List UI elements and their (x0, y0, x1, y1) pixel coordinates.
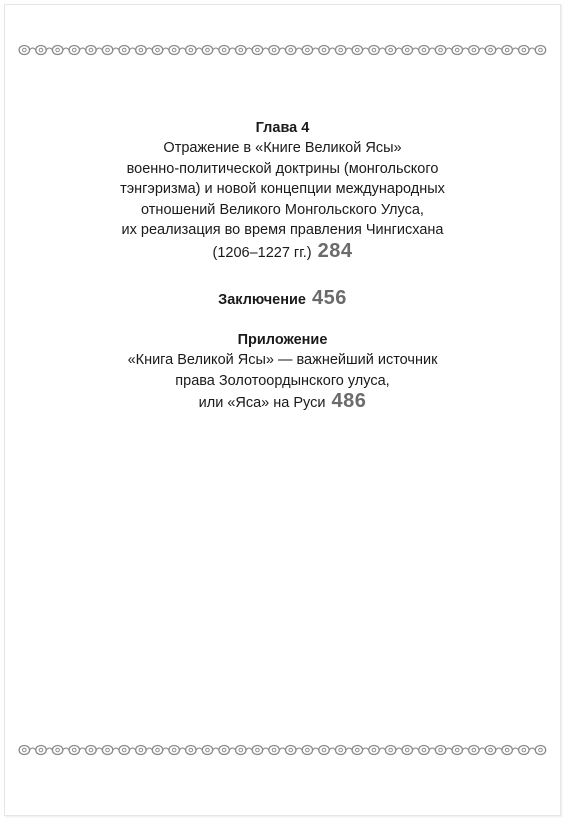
chapter-title: Глава 4 (255, 120, 310, 136)
page-number: 456 (311, 287, 347, 309)
chapter-description-line: военно-политической доктрины (монгольского (126, 160, 439, 177)
conclusion-line (0, 288, 565, 311)
appendix-subtitle: или «Яса» на Руси (198, 395, 326, 411)
appendix-description-last-line (0, 391, 565, 414)
page-number: 284 (317, 239, 353, 262)
toc-entry-appendix[interactable] (0, 330, 565, 414)
chapter-description-last-line (0, 241, 565, 264)
chapter-description-line: их реализация во время правления Чингисхана (121, 222, 444, 238)
chapter-description-line: тэнгэризма) и новой концепции международных (120, 181, 445, 197)
top-ornament-border-icon (16, 42, 549, 58)
table-of-contents (0, 118, 565, 263)
appendix-title: Приложение (237, 332, 328, 348)
chapter-description-line: отношений Великого Монгольского Улуса, (141, 201, 424, 218)
appendix-description-line: «Книга Великой Ясы» — важнейший источник (127, 352, 438, 368)
toc-entry-conclusion[interactable] (0, 288, 565, 311)
chapter-dates: (1206–1227 гг.) (212, 244, 312, 261)
conclusion-title: Заключение (218, 292, 306, 308)
page-number: 486 (331, 390, 367, 412)
chapter-description-line: Отражение в «Книге Великой Ясы» (163, 140, 402, 156)
toc-entry-chapter-4[interactable] (0, 118, 565, 263)
bottom-ornament-border-icon (16, 742, 549, 758)
appendix-description-line: права Золотоордынского улуса, (175, 372, 390, 389)
